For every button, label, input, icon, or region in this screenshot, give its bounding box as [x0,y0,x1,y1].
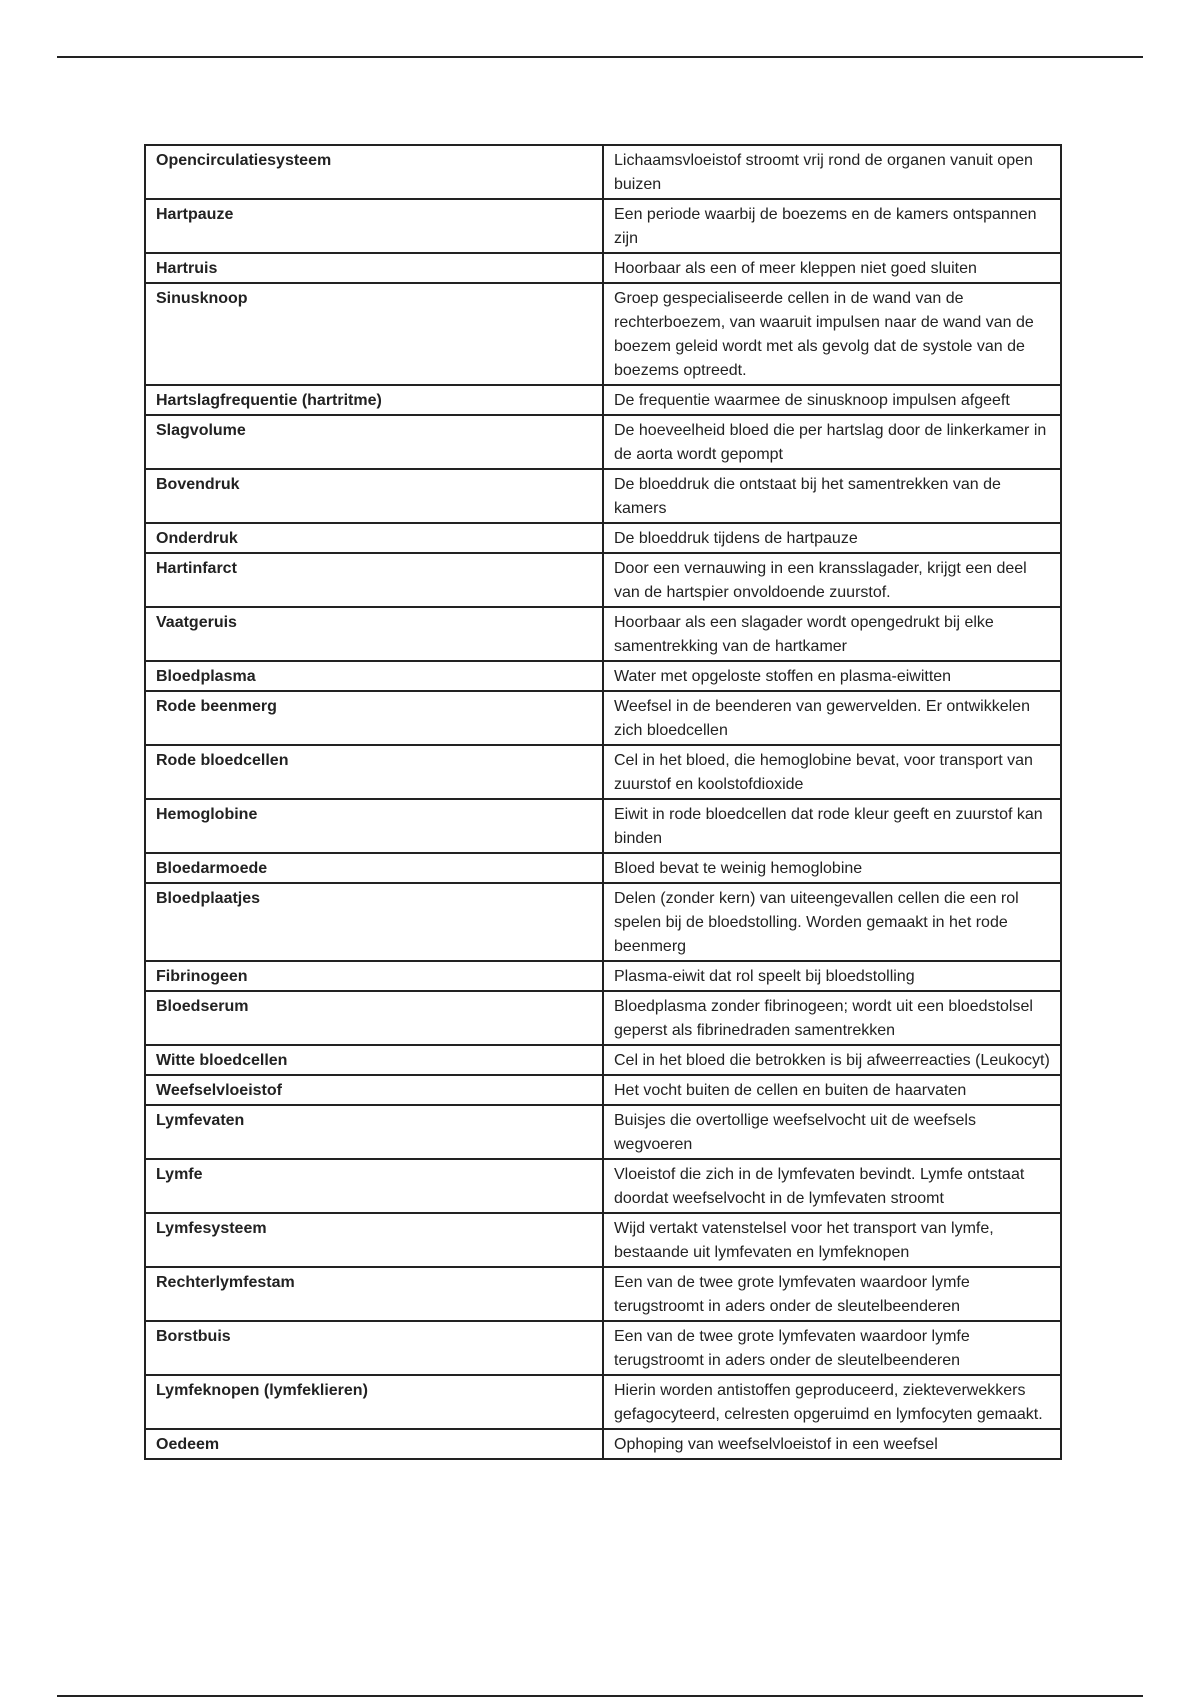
glossary-row [145,961,1061,991]
glossary-definition: Buisjes die overtollige weefselvocht uit de weefsels wegvoeren [603,1105,1061,1159]
glossary-term: Rode bloedcellen [145,745,603,799]
glossary-term: Oedeem [145,1429,603,1459]
footer-rule [57,1695,1143,1697]
glossary-term: Bloedplaatjes [145,883,603,961]
glossary-row [145,607,1061,661]
glossary-term: Borstbuis [145,1321,603,1375]
glossary-definition: De bloeddruk die ontstaat bij het samentrekken van de kamers [603,469,1061,523]
glossary-term: Bovendruk [145,469,603,523]
glossary-definition: Eiwit in rode bloedcellen dat rode kleur geeft en zuurstof kan binden [603,799,1061,853]
glossary-row [145,853,1061,883]
glossary-term: Hartslagfrequentie (hartritme) [145,385,603,415]
glossary-row [145,691,1061,745]
glossary-definition: Hierin worden antistoffen geproduceerd, ziekteverwekkers gefagocyteerd, celresten opgeruimd en lymfocyten gemaakt. [603,1375,1061,1429]
glossary-term: Bloedplasma [145,661,603,691]
glossary-term: Bloedserum [145,991,603,1045]
header-rule [57,56,1143,58]
glossary-definition: De bloeddruk tijdens de hartpauze [603,523,1061,553]
glossary-definition: De hoeveelheid bloed die per hartslag door de linkerkamer in de aorta wordt gepompt [603,415,1061,469]
glossary-term: Opencirculatiesysteem [145,145,603,199]
glossary-definition: Bloed bevat te weinig hemoglobine [603,853,1061,883]
glossary-definition: De frequentie waarmee de sinusknoop impulsen afgeeft [603,385,1061,415]
glossary-term: Witte bloedcellen [145,1045,603,1075]
glossary-row [145,469,1061,523]
glossary-row [145,1375,1061,1429]
glossary-definition: Een van de twee grote lymfevaten waardoor lymfe terugstroomt in aders onder de sleutelbeenderen [603,1267,1061,1321]
glossary-term: Rechterlymfestam [145,1267,603,1321]
glossary-term: Fibrinogeen [145,961,603,991]
glossary-row [145,199,1061,253]
glossary-term: Hemoglobine [145,799,603,853]
glossary-term: Slagvolume [145,415,603,469]
glossary-definition: Cel in het bloed, die hemoglobine bevat, voor transport van zuurstof en koolstofdioxide [603,745,1061,799]
glossary-term: Hartruis [145,253,603,283]
glossary-row [145,145,1061,199]
glossary-definition: Water met opgeloste stoffen en plasma-eiwitten [603,661,1061,691]
glossary-term: Hartinfarct [145,553,603,607]
glossary-definition: Door een vernauwing in een kransslagader, krijgt een deel van de hartspier onvoldoende zuurstof. [603,553,1061,607]
glossary-row [145,523,1061,553]
glossary-term: Vaatgeruis [145,607,603,661]
glossary-row [145,1321,1061,1375]
glossary-row [145,415,1061,469]
glossary-row [145,385,1061,415]
glossary-definition: Hoorbaar als een of meer kleppen niet goed sluiten [603,253,1061,283]
glossary-row [145,799,1061,853]
glossary-definition: Ophoping van weefselvloeistof in een weefsel [603,1429,1061,1459]
glossary-row [145,253,1061,283]
glossary-term: Onderdruk [145,523,603,553]
glossary-definition: Wijd vertakt vatenstelsel voor het transport van lymfe, bestaande uit lymfevaten en lymfeknopen [603,1213,1061,1267]
glossary-row [145,1429,1061,1459]
glossary-definition: Bloedplasma zonder fibrinogeen; wordt uit een bloedstolsel geperst als fibrinedraden samentrekken [603,991,1061,1045]
glossary-term: Sinusknoop [145,283,603,385]
glossary-row [145,661,1061,691]
glossary-term: Lymfe [145,1159,603,1213]
glossary-term: Lymfeknopen (lymfeklieren) [145,1375,603,1429]
glossary-definition: Vloeistof die zich in de lymfevaten bevindt. Lymfe ontstaat doordat weefselvocht in de lymfevaten stroomt [603,1159,1061,1213]
glossary-row [145,1105,1061,1159]
glossary-body [145,145,1061,1459]
glossary-term: Lymfevaten [145,1105,603,1159]
glossary-term: Lymfesysteem [145,1213,603,1267]
glossary-definition: Lichaamsvloeistof stroomt vrij rond de organen vanuit open buizen [603,145,1061,199]
glossary-row [145,1075,1061,1105]
glossary-table [144,144,1062,1460]
glossary-row [145,1213,1061,1267]
glossary-definition: Weefsel in de beenderen van gewervelden. Er ontwikkelen zich bloedcellen [603,691,1061,745]
glossary-row [145,1159,1061,1213]
glossary-term: Bloedarmoede [145,853,603,883]
glossary-row [145,553,1061,607]
glossary-definition: Cel in het bloed die betrokken is bij afweerreacties (Leukocyt) [603,1045,1061,1075]
glossary-definition: Het vocht buiten de cellen en buiten de haarvaten [603,1075,1061,1105]
glossary-term: Weefselvloeistof [145,1075,603,1105]
glossary-definition: Delen (zonder kern) van uiteengevallen cellen die een rol spelen bij de bloedstolling. Worden gemaakt in het rode beenmerg [603,883,1061,961]
glossary-definition: Een periode waarbij de boezems en de kamers ontspannen zijn [603,199,1061,253]
glossary-row [145,991,1061,1045]
glossary-row [145,283,1061,385]
glossary-row [145,1045,1061,1075]
glossary-row [145,883,1061,961]
glossary-definition: Groep gespecialiseerde cellen in de wand van de rechterboezem, van waaruit impulsen naar de wand van de boezem geleid wordt met als gevolg dat de systole van de boezems optreedt. [603,283,1061,385]
glossary-row [145,1267,1061,1321]
glossary-definition: Een van de twee grote lymfevaten waardoor lymfe terugstroomt in aders onder de sleutelbeenderen [603,1321,1061,1375]
glossary-term: Rode beenmerg [145,691,603,745]
glossary-term: Hartpauze [145,199,603,253]
glossary-definition: Hoorbaar als een slagader wordt opengedrukt bij elke samentrekking van de hartkamer [603,607,1061,661]
glossary-row [145,745,1061,799]
glossary-definition: Plasma-eiwit dat rol speelt bij bloedstolling [603,961,1061,991]
